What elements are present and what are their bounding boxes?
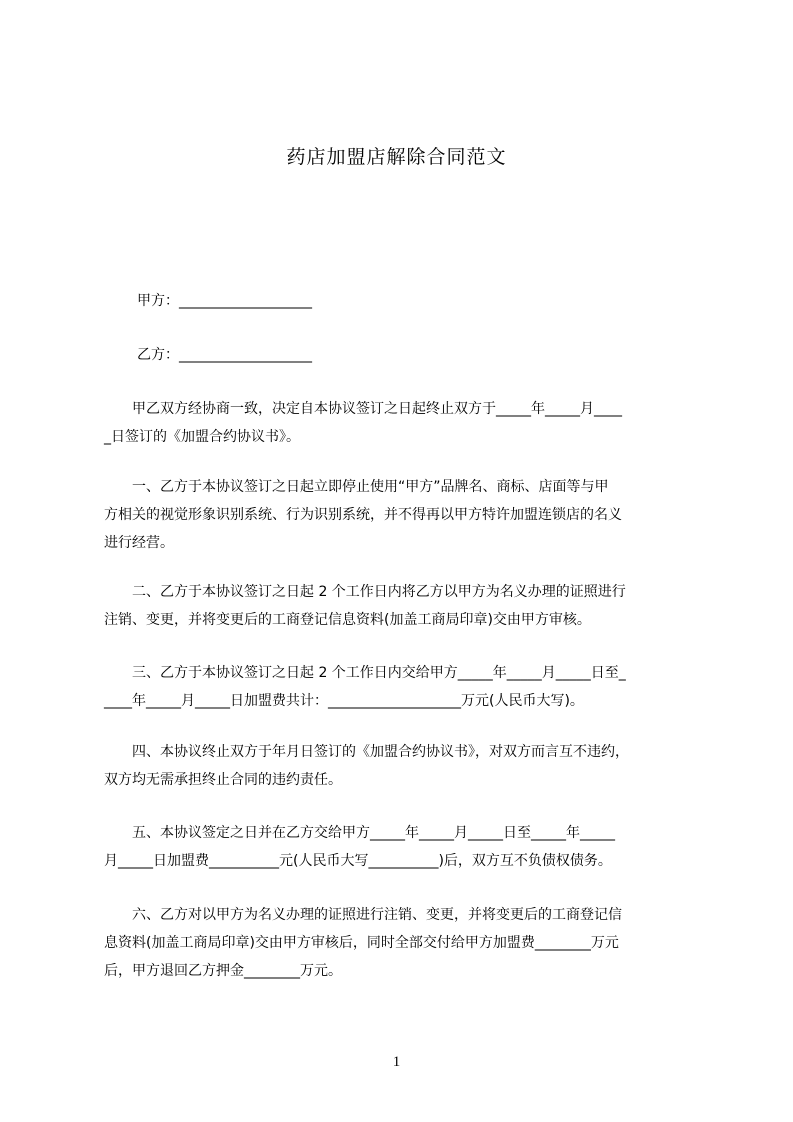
party-b-line: 乙方：___________________	[137, 347, 312, 363]
clause-line: 四、本协议终止双方于年月日签订的《加盟合约协议书》，对双方而言互不违约，	[104, 744, 629, 760]
intro-line: _日签订的《加盟合约协议书》。	[104, 429, 300, 445]
clause-line: 三、乙方于本协议签订之日起 2 个工作日内交给甲方_____年_____月_____日至_	[104, 665, 626, 681]
clause-line: 进行经营。	[104, 535, 174, 551]
clause-line: 注销、变更，并将变更后的工商登记信息资料(加盖工商局印章)交由甲方审核。	[104, 612, 591, 628]
clause-line: 六、乙方对以甲方为名义办理的证照进行注销、变更，并将变更后的工商登记信	[104, 907, 622, 923]
clause-line: 五、本协议签定之日并在乙方交给甲方_____年_____月_____日至_____年_____	[104, 825, 615, 841]
clause-line: 双方均无需承担终止合同的违约责任。	[104, 772, 342, 788]
intro-line: 甲乙双方经协商一致，决定自本协议签订之日起终止双方于_____年_____月____	[104, 401, 622, 417]
page-number: 1	[392, 1054, 401, 1070]
clause-line: ____年_____月_____日加盟费共计：___________________万元(人民币大写)。	[104, 693, 584, 709]
clause-line: 月_____日加盟费__________元(人民币大写__________)后，双方互不负债权债务。	[104, 853, 612, 869]
clause-line: 二、乙方于本协议签订之日起 2 个工作日内将乙方以甲方为名义办理的证照进行	[104, 584, 626, 600]
party-a-line: 甲方：___________________	[137, 293, 312, 309]
clause-line: 息资料(加盖工商局印章)交由甲方审核后，同时全部交付给甲方加盟费________万元	[104, 935, 619, 951]
document-title: 药店加盟店解除合同范文	[286, 146, 507, 168]
clause-line: 方相关的视觉形象识别系统、行为识别系统，并不得再以甲方特许加盟连锁店的名义	[104, 507, 622, 523]
clause-line: 一、乙方于本协议签订之日起立即停止使用“甲方”品牌名、商标、店面等与甲	[104, 479, 609, 495]
clause-line: 后，甲方退回乙方押金________万元。	[104, 963, 342, 979]
